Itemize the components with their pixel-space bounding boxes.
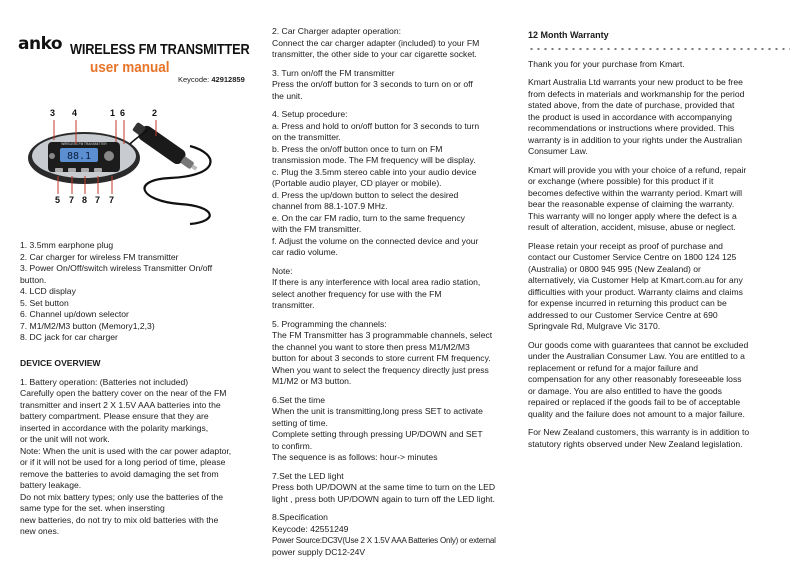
section-note <box>272 266 508 312</box>
device-illustration <box>20 106 240 230</box>
section-line: a. Press and hold to on/off button for 3 seconds to turn <box>272 120 480 131</box>
overview-line: Note: When the unit is used with the car power adaptor, <box>20 445 232 456</box>
section-onoff <box>272 68 508 103</box>
section-line: Keycode: 42551249 <box>272 523 349 534</box>
overview-line: new batteries, do not try to mix old batteries with the <box>20 514 219 525</box>
warranty-paragraph <box>528 241 790 333</box>
section-line: the channel you want to store then press M1/M2/M3 <box>272 341 470 352</box>
section-line: The FM Transmitter has 3 programmable channels, select <box>272 330 493 340</box>
section-line: channel from 88.1-107.9 MHz. <box>272 201 388 211</box>
keycode-value: 42912859 <box>211 75 245 84</box>
parts-item: 7. M1/M2/M3 button (Memory1,2,3) <box>20 320 155 331</box>
callout-8: 8 <box>82 195 88 205</box>
section-heading: 8.Specification <box>272 512 328 522</box>
callout-7c: 7 <box>109 195 115 205</box>
parts-item: 2. Car charger for wireless FM transmitter <box>20 251 179 262</box>
parts-item: 1. 3.5mm earphone plug <box>20 240 114 250</box>
warranty-line: repaired or replaced if the goods fail to be of acceptable <box>528 397 741 407</box>
section-charger <box>272 26 508 61</box>
section-line: Press the on/off button for 3 seconds to turn on or off <box>272 79 473 89</box>
section-line: M1/M2 or M3 button. <box>272 376 352 386</box>
section-line: on the transmitter. <box>272 132 341 142</box>
section-line: d. Press the up/down button to select the desired <box>272 189 459 200</box>
warranty-line: for expense incurred in returning this product can be <box>528 298 727 308</box>
warranty-line: Our goods come with guarantees that cannot be excluded <box>528 339 749 350</box>
warranty-column <box>528 30 790 450</box>
manual-subtitle: user manual <box>90 59 170 76</box>
section-heading: 3. Turn on/off the FM transmitter <box>272 67 395 78</box>
warranty-paragraph <box>528 340 790 421</box>
parts-item: button. <box>20 274 47 285</box>
warranty-paragraph <box>528 77 790 158</box>
section-line: The sequence is as follows: hour-> minutes <box>272 452 438 462</box>
warranty-line: Kmart Australia Ltd warrants your new product to be free <box>528 77 743 87</box>
warranty-line: replacement or refund for a major failure and <box>528 362 699 373</box>
keycode-label: Keycode: <box>178 75 210 84</box>
overview-line: battery compartment. Please ensure that they are <box>20 411 209 421</box>
section-heading: 2. Car Charger adapter operation: <box>272 26 401 36</box>
callout-1: 1 <box>110 108 116 118</box>
device-label: WIRELESS FM TRANSMITTER <box>61 142 107 146</box>
section-line: Press both UP/DOWN at the same time to turn on the LED <box>272 482 496 492</box>
parts-item: 5. Set button <box>20 297 69 308</box>
section-heading: 6.Set the time <box>272 394 326 405</box>
section-line: car radio volume. <box>272 247 338 257</box>
warranty-line: Thank you for your purchase from Kmart. <box>528 58 685 69</box>
warranty-line: This warranty will no longer apply where the defect is a <box>528 210 737 221</box>
warranty-line: alternatively, via Customer Help at Kmart.com.au for any <box>528 275 743 285</box>
warranty-line: (Australia) or 0800 945 995 (New Zealand) or <box>528 263 701 274</box>
warranty-line: or damage. You are also entitled to have the goods <box>528 385 722 396</box>
section-heading: Note: <box>272 265 293 276</box>
header-keycode <box>178 75 245 84</box>
overview-line: or the unit will not work. <box>20 434 110 444</box>
callout-3: 3 <box>50 108 56 118</box>
warranty-line: Please retain your receipt as proof of purchase and <box>528 240 723 251</box>
section-line: transmitter. <box>272 300 315 310</box>
parts-item: 4. LCD display <box>20 286 76 296</box>
warranty-line: warranty is in addition to your rights under the Australian <box>528 134 743 145</box>
device-overview <box>20 358 260 538</box>
warranty-line: or exchange (where possible) for this product if it <box>528 176 714 186</box>
section-setup <box>272 109 508 259</box>
section-spec <box>272 512 508 558</box>
overview-line: remove the batteries to avoid damaging the set from <box>20 468 219 479</box>
section-line: setting of time. <box>272 417 328 428</box>
warranty-title: 12 Month Warranty <box>528 30 609 40</box>
warranty-paragraph <box>528 165 790 234</box>
overview-line: same type for the set. when insersting <box>20 503 165 513</box>
section-line: f. Adjust the volume on the connected device and your <box>272 235 479 246</box>
warranty-line: stated above, from the date of purchase, provided that <box>528 100 735 110</box>
warranty-line: quality and the failure does not amount to a major failure. <box>528 408 745 419</box>
warranty-line: Consumer Law. <box>528 146 588 156</box>
parts-item: 8. DC jack for car charger <box>20 332 118 342</box>
section-heading: 5. Programming the channels: <box>272 318 387 329</box>
overview-heading: DEVICE OVERVIEW <box>20 358 101 368</box>
device-image <box>20 106 240 230</box>
section-line: When you want to select the frequency directly just press <box>272 364 489 375</box>
warranty-line: Springvale Rd, Mulgrave Vic 3170. <box>528 321 661 331</box>
section-line: button for about 3 seconds to store current FM frequency. <box>272 353 491 363</box>
instructions-column <box>272 26 508 558</box>
overview-line: transmitter and insert 2 X 1.5V AAA batteries into the <box>20 399 221 410</box>
warranty-line: becomes defective within the warranty period. Kmart will <box>528 187 742 198</box>
warranty-line: under the Australian Consumer Law. You are entitled to a <box>528 351 745 361</box>
section-line: select another frequency for use with the FM <box>272 288 442 299</box>
section-line: Complete setting through pressing UP/DOWN and SET <box>272 429 483 439</box>
section-channels <box>272 319 508 388</box>
warranty-line: Kmart will provide you with your choice of a refund, repair <box>528 164 747 175</box>
warranty-paragraph <box>528 59 790 71</box>
warranty-line: from defects in materials and workmanship for the period <box>528 88 745 99</box>
warranty-line: the product is used in accordance with accompanying <box>528 111 732 122</box>
parts-item: 6. Channel up/down selector <box>20 309 129 319</box>
overview-line: Carefully open the battery cover on the near of the FM <box>20 388 227 398</box>
section-heading: 4. Setup procedure: <box>272 109 348 119</box>
section-line: e. On the car FM radio, turn to the same frequency <box>272 212 465 223</box>
warranty-line: result of alteration, accident, misuse, abuse or neglect. <box>528 222 736 232</box>
brand-logo: anko <box>18 34 63 54</box>
parts-item: 3. Power On/Off/switch wireless Transmitter On/off <box>20 263 213 273</box>
section-line: transmission mode. The FM frequency will be display. <box>272 155 476 165</box>
section-line: Power Source:DC3V(Use 2 X 1.5V AAA Batteries Only) or external <box>272 536 496 545</box>
overview-line: inserted in accordance with the polarity markings, <box>20 422 209 433</box>
section-line: the unit. <box>272 90 303 101</box>
parts-list <box>20 240 260 344</box>
warranty-line: bear the reasonable expense of claiming the warranty. <box>528 199 735 209</box>
warranty-paragraph <box>528 427 790 450</box>
callout-6: 6 <box>120 108 126 118</box>
section-line: If there is any interference with local area radio station, <box>272 277 481 287</box>
section-led <box>272 471 508 506</box>
section-line: transmitter, the other side to your car cigarette socket. <box>272 49 477 59</box>
warranty-line: For New Zealand customers, this warranty is in addition to <box>528 427 750 437</box>
dotted-divider <box>528 46 790 52</box>
callout-7b: 7 <box>95 195 101 205</box>
section-heading: 7.Set the LED light <box>272 470 344 481</box>
section-line: When the unit is transmitting,long press SET to activate <box>272 406 483 416</box>
section-line: light , press both UP/DOWN again to turn off the LED light. <box>272 493 495 504</box>
callout-7a: 7 <box>69 195 75 205</box>
warranty-line: difficulties with your product. Warranty claims and claims <box>528 286 743 297</box>
section-line: to confirm. <box>272 440 313 451</box>
manual-title: WIRELESS FM TRANSMITTER <box>70 41 250 58</box>
warranty-line: recommendations or instructions where provided. This <box>528 123 735 133</box>
overview-line: 1. Battery operation: (Batteries not included) <box>20 376 189 387</box>
callout-2: 2 <box>152 108 158 118</box>
lcd-readout: 88.1 <box>66 151 92 162</box>
callout-4: 4 <box>72 108 78 118</box>
callout-5: 5 <box>55 195 61 205</box>
section-line: power supply DC12-24V <box>272 546 366 557</box>
section-line: b. Press the on/off button once to turn on FM <box>272 143 443 154</box>
section-line: with the FM transmitter. <box>272 224 362 234</box>
section-line: c. Plug the 3.5mm stereo cable into your audio device <box>272 166 477 177</box>
warranty-line: contact our Customer Service Centre on 1800 124 125 <box>528 252 737 262</box>
overview-line: or if it will not be used for a long period of time, please <box>20 457 226 467</box>
warranty-line: statutory rights observed under New Zealand legislation. <box>528 438 743 449</box>
overview-line: Do not mix battery types; only use the batteries of the <box>20 491 224 502</box>
section-line: (Portable audio player, CD player or mobile). <box>272 178 442 188</box>
warranty-line: compensation for any other reasonably foreseeable loss <box>528 374 742 384</box>
section-time <box>272 395 508 464</box>
overview-line: new ones. <box>20 526 60 536</box>
warranty-line: addressed to our Customer Service Centre at 690 <box>528 309 718 320</box>
section-line: Connect the car charger adapter (included) to your FM <box>272 37 480 48</box>
overview-line: battery leakage. <box>20 480 82 490</box>
